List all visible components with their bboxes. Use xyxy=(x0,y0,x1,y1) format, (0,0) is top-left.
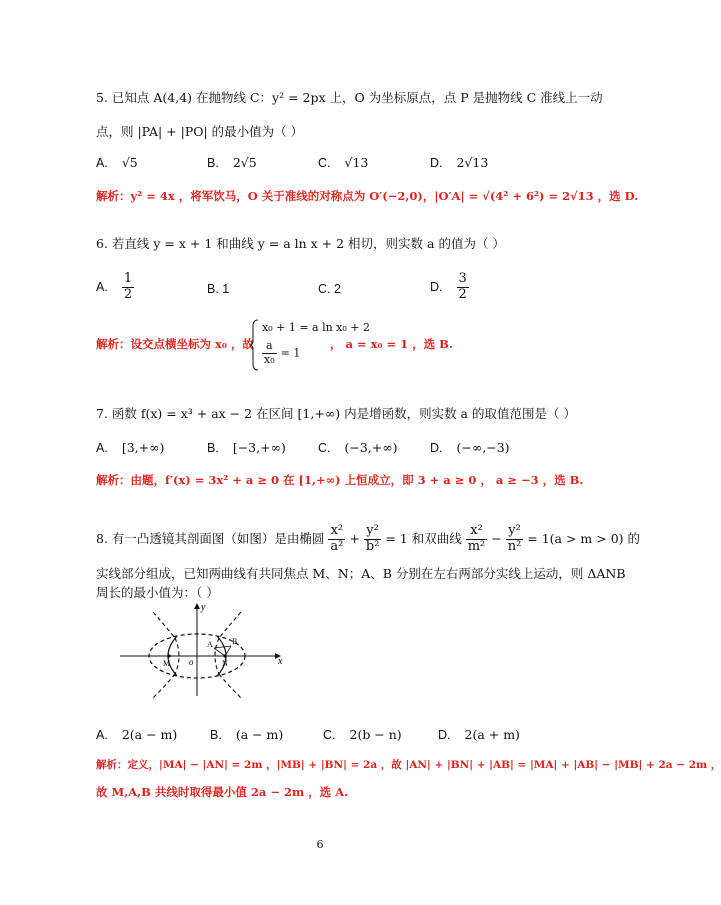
numerator: y² xyxy=(506,524,524,540)
q8-option-a xyxy=(96,727,177,742)
hyperbola-term-y xyxy=(506,524,524,555)
q6-option-b: B. 1 xyxy=(207,282,230,296)
q5-option-c xyxy=(318,155,368,170)
option-key: B. xyxy=(207,156,219,170)
option-key: C. xyxy=(318,156,331,170)
label-y: y xyxy=(201,602,206,613)
denominator: n² xyxy=(507,538,522,554)
denominator: 2 xyxy=(458,286,467,302)
denominator: m² xyxy=(467,538,486,554)
label-a: A xyxy=(207,640,213,649)
option-key: C. xyxy=(323,728,336,742)
option-key: B. xyxy=(210,728,222,742)
ellipse-equals: = 1 和双曲线 xyxy=(385,530,462,546)
q7-option-d xyxy=(430,440,510,455)
q8-line1-text: 8. 有一凸透镜其剖面图（如图）是由椭圆 xyxy=(96,530,325,546)
option-key: B. xyxy=(207,441,219,455)
option-key: A. xyxy=(96,279,108,294)
hyperbola-equals: = 1(a > m > 0) 的 xyxy=(527,530,641,546)
q6-line1: 6. 若直线 y = x + 1 和曲线 y = a ln x + 2 相切，则实数 a 的值为（ ） xyxy=(96,236,505,251)
hyperbola-left-upper xyxy=(153,612,175,638)
option-value: 2√5 xyxy=(232,155,257,170)
option-value: (−∞,−3) xyxy=(456,440,510,455)
option-value: 2(a − m) xyxy=(121,727,178,742)
option-value: 2(a + m) xyxy=(464,727,520,742)
plus-sign: + xyxy=(349,530,360,546)
option-key: D. xyxy=(438,728,451,742)
left-brace xyxy=(250,318,260,372)
label-b: B xyxy=(232,637,238,646)
q7-answer: 解析：由题，f′(x) = 3x² + a ≥ 0 在 [1,+∞) 上恒成立，即 3 + a ≥ 0 ， a ≥ −3 ，选 B. xyxy=(96,473,584,487)
minus-sign: − xyxy=(491,530,502,546)
q6-answer-post: ， a = x₀ = 1 ，选 B. xyxy=(330,337,453,351)
numerator: 1 xyxy=(123,271,133,286)
page-number: 6 xyxy=(316,838,324,851)
q5-answer: 解析：y² = 4x ，将军饮马，O 关于准线的对称点为 O′(−2,0)，|O′A| = √(4² + 6²) = 2√13 ，选 D. xyxy=(96,189,639,203)
q8-line1 xyxy=(96,524,640,555)
option-value: √13 xyxy=(344,155,369,170)
hyperbola-right-upper xyxy=(219,612,241,638)
system-line-2 xyxy=(262,340,300,366)
fraction xyxy=(262,340,277,366)
ellipse-term-y xyxy=(364,524,382,555)
label-o: o xyxy=(189,657,194,667)
q8-option-d xyxy=(438,727,520,742)
option-key: A. xyxy=(96,441,108,455)
option-value: √5 xyxy=(121,155,138,170)
q7-line1: 7. 函数 f(x) = x³ + ax − 2 在区间 [1,+∞) 内是增函数，则实数 a 的取值范围是（ ） xyxy=(96,406,576,421)
q6-option-c: C. 2 xyxy=(318,282,341,296)
numerator: x² xyxy=(466,524,488,540)
option-key: C. xyxy=(318,441,331,455)
system-rhs: = 1 xyxy=(280,346,301,360)
option-key: D. xyxy=(430,279,443,294)
q8-option-c xyxy=(323,727,402,742)
numerator: 3 xyxy=(458,271,467,286)
q5-line2: 点，则 |PA| + |PO| 的最小值为（ ） xyxy=(96,124,304,139)
hyperbola-left-lower xyxy=(153,674,175,698)
denominator: 2 xyxy=(123,286,133,302)
option-value: 2√13 xyxy=(456,155,489,170)
system-line-1: x₀ + 1 = a ln x₀ + 2 xyxy=(262,321,371,334)
option-key: A. xyxy=(96,728,108,742)
point-n xyxy=(223,654,226,657)
q5-option-b xyxy=(207,155,257,170)
q6-option-a xyxy=(96,272,134,303)
point-m xyxy=(167,654,170,657)
option-value: (−3,+∞) xyxy=(344,440,398,455)
q6-answer-pre: 解析：设交点横坐标为 x₀ ，故 xyxy=(96,337,254,351)
option-value: 2(b − n) xyxy=(349,727,402,742)
q7-option-b xyxy=(207,440,286,455)
label-n: N xyxy=(222,659,228,668)
hyperbola-right-lower xyxy=(219,674,241,698)
ellipse-term-x xyxy=(328,524,345,555)
q5-line1: 5. 已知点 A(4,4) 在抛物线 C：y² = 2px 上，O 为坐标原点，点 P 是抛物线 C 准线上一动 xyxy=(96,90,603,105)
option-key: A. xyxy=(96,156,108,170)
denominator: b² xyxy=(365,538,380,554)
option-value: [3,+∞) xyxy=(121,440,165,455)
q8-line2: 实线部分组成，已知两曲线有共同焦点 M、N；A、B 分别在左右两部分实线上运动，则 ΔANB xyxy=(96,566,626,581)
q6-option-d xyxy=(430,272,469,303)
label-m: M xyxy=(163,659,171,668)
q6-equation-system xyxy=(250,318,371,372)
numerator: y² xyxy=(364,524,382,540)
numerator: x² xyxy=(328,524,345,540)
fraction xyxy=(457,272,469,303)
option-key: D. xyxy=(430,441,443,455)
q5-option-d xyxy=(430,155,488,170)
option-value: (a − m) xyxy=(235,727,284,742)
q8-answer-line1: 解析：定义，|MA| − |AN| = 2m ，|MB| + |BN| = 2a ，故 |AN| + |BN| + |AB| = |MA| + |AB| − |MB| + 2a − 2m ， xyxy=(96,759,721,771)
fraction xyxy=(122,272,134,303)
denominator: x₀ xyxy=(264,352,275,366)
option-value: [−3,+∞) xyxy=(232,440,286,455)
option-key: D. xyxy=(430,156,443,170)
q8-answer-line2: 故 M,A,B 共线时取得最小值 2a − 2m ，选 A. xyxy=(96,785,349,799)
q7-option-a xyxy=(96,440,164,455)
q5-option-a xyxy=(96,155,138,170)
q7-option-c xyxy=(318,440,398,455)
q8-option-b xyxy=(210,727,283,742)
numerator: a xyxy=(262,340,277,354)
denominator: a² xyxy=(330,538,344,554)
label-x: x xyxy=(278,656,283,667)
lens-figure xyxy=(115,598,295,698)
hyperbola-term-x xyxy=(466,524,488,555)
q8-line3: 周长的最小值为：（ ） xyxy=(96,585,219,600)
